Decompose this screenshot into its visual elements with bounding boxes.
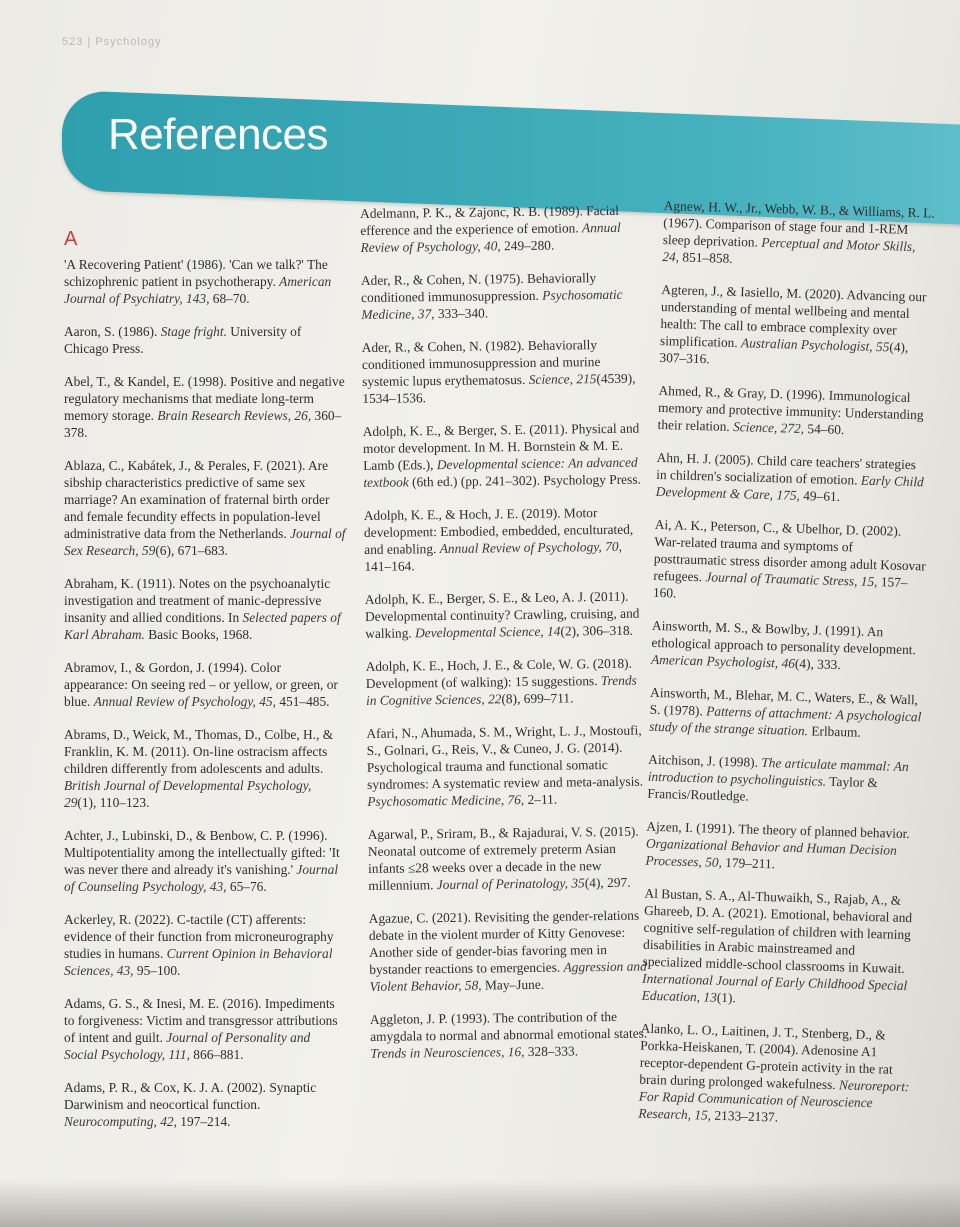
reference-text: Abraham, K. (1911). Notes on the psychoanalytic investigation and treatment of manic-depressive insanity and allied conditions. In xyxy=(64,576,331,625)
reference-entry xyxy=(641,885,916,1012)
reference-locator: 451–485. xyxy=(275,694,330,709)
section-letter: A xyxy=(64,228,78,250)
reference-text: Adolph, K. E., & Hoch, J. E. (2019). Motor development: Embodied, embedded, enculturated, and enabling. xyxy=(363,505,634,557)
reference-source: Early Child Development & Care, 175, xyxy=(655,472,924,503)
reference-text: Abrams, D., Weick, M., Thomas, D., Colbe, H., & Franklin, K. M. (2011). On-line ostracism affects children differently from adolescents and adults. xyxy=(64,727,334,776)
reference-entry xyxy=(645,818,918,877)
reference-entry xyxy=(366,655,649,709)
reference-source: Neurocomputing, 42, xyxy=(64,1114,177,1129)
reference-locator: 179–211. xyxy=(721,854,776,872)
reference-locator: 54–60. xyxy=(803,421,845,438)
reference-entry xyxy=(659,281,933,374)
reference-locator: 360–378. xyxy=(64,408,342,440)
reference-entry xyxy=(653,516,927,609)
reference-locator: 157–160. xyxy=(652,574,908,601)
reference-text: Adams, G. S., & Inesi, M. E. (2016). Impediments to forgiveness: Victim and transgressor attributions of intent and guilt. xyxy=(64,996,338,1045)
reference-locator: 333–340. xyxy=(434,305,489,322)
reference-text: Afari, N., Ahumada, S. M., Wright, L. J., Mostoufi, S., Golnari, G., Reis, V., & Cuneo, J. G. (2014). Psychological trauma and functional somatic syndromes: A systematic review and meta-analysis. xyxy=(366,722,644,792)
reference-entry xyxy=(369,907,652,995)
reference-source: Annual Review of Psychology, 40, xyxy=(360,219,621,255)
reference-source: Aggression and Violent Behavior, 58, xyxy=(369,958,647,994)
reference-text: Adelmann, P. K., & Zajonc, R. B. (1989). Facial efference and the experience of emotion. xyxy=(360,202,620,238)
reference-source: Trends in Neurosciences, 16, xyxy=(370,1044,525,1061)
reference-locator: (1), 110–123. xyxy=(77,795,150,810)
reference-locator: (6), 671–683. xyxy=(155,543,228,558)
reference-text: Al Bustan, S. A., Al-Thuwaikh, S., Rajab, A., & Ghareeb, D. A. (2021). Emotional, behavioral and cognitive self-regulation of children with learning disabilities in Arabic mainstreamed and specialized middle-school classrooms in Kuwait. xyxy=(642,885,913,977)
reference-entry xyxy=(64,911,346,979)
reference-text: Ackerley, R. (2022). C-tactile (CT) afferents: evidence of their function from microneurography studies in humans. xyxy=(64,912,334,961)
reference-entry xyxy=(64,256,346,307)
reference-entry xyxy=(64,659,346,710)
reference-text: Agarwal, P., Sriram, B., & Rajadurai, V. S. (2015). Neonatal outcome of extremely preterm Asian infants ≤28 weeks over a decade in the new millennium. xyxy=(367,823,639,893)
reference-locator: (4539), 1534–1536. xyxy=(362,370,636,406)
reference-locator: 851–858. xyxy=(678,249,733,266)
reference-text: Agnew, H. W., Jr., Webb, W. B., & Williams, R. L. (1967). Comparison of stage four and 1-REM sleep deprivation. xyxy=(662,197,936,250)
reference-locator: (4), 333. xyxy=(794,655,841,673)
reference-text: Ainsworth, M. S., & Bowlby, J. (1991). An ethological approach to personality development. xyxy=(651,617,917,658)
reference-entry xyxy=(64,457,346,559)
reference-entry xyxy=(647,751,920,810)
reference-entry xyxy=(64,995,346,1063)
reference-text: Ader, R., & Cohen, N. (1975). Behaviorally conditioned immunosuppression. xyxy=(360,270,597,305)
reference-text: Ajzen, I. (1991). The theory of planned behavior. xyxy=(646,818,910,842)
reference-entry xyxy=(657,382,930,441)
reference-locator: May–June. xyxy=(481,976,545,993)
reference-text: Adolph, K. E., Hoch, J. E., & Cole, W. G. (2018). Development (of walking): 15 suggestions. xyxy=(365,655,633,691)
reference-entry xyxy=(363,420,646,491)
reference-text: Ablaza, C., Kabátek, J., & Perales, F. (2021). Are sibship characteristics predictive of same sex marriage? An examination of fraternal birth order and female fecundity effects in population-level administrative data from the Netherlands. xyxy=(64,458,330,541)
reference-locator: 866–881. xyxy=(189,1047,244,1062)
reference-entry xyxy=(362,336,645,407)
reference-entry xyxy=(64,323,346,357)
reference-source: Perceptual and Motor Skills, 24, xyxy=(662,234,916,265)
reference-source: Trends in Cognitive Sciences, 22 xyxy=(365,672,637,708)
reference-source: Journal of Sex Research, 59 xyxy=(64,526,346,558)
reference-text: Aitchison, J. (1998). xyxy=(648,751,762,770)
reference-text: Aaron, S. (1986). xyxy=(64,324,161,339)
reference-locator: 2–11. xyxy=(524,791,558,808)
reference-entry xyxy=(368,823,651,894)
reference-locator: 141–164. xyxy=(364,558,415,574)
reference-entry xyxy=(662,197,936,273)
reference-text: Agazue, C. (2021). Revisiting the gender-relations debate in the violent murder of Kitty Genovese: Another side of gender-bias favoring men in bystander reactions to emergencies. xyxy=(368,907,640,977)
reference-text: Adolph, K. E., & Berger, S. E. (2011). Physical and motor development. In M. H. Bornstein & M. E. Lamb (Eds.), xyxy=(362,420,640,473)
reference-locator: Basic Books, 1968. xyxy=(144,627,253,642)
reference-locator: 197–214. xyxy=(176,1114,231,1129)
reference-entry xyxy=(360,202,643,256)
reference-entry xyxy=(64,1079,346,1130)
reference-source: Selected papers of Karl Abraham. xyxy=(64,610,341,642)
reference-source: Journal of Traumatic Stress, 15, xyxy=(705,569,878,590)
reference-entry xyxy=(361,269,644,323)
reference-column-2 xyxy=(360,202,653,1078)
reference-text: Ai, A. K., Peterson, C., & Ubelhor, D. (2002). War-related trauma and symptoms of posttraumatic stress disorder among adult Kosovar refugees. xyxy=(653,516,926,585)
reference-text: Abramov, I., & Gordon, J. (1994). Color appearance: On seeing red – or yellow, or green, or blue. xyxy=(64,660,338,709)
reference-entry xyxy=(64,575,346,643)
reference-source: Journal of Personality and Social Psychology, 111, xyxy=(64,1030,311,1062)
reference-locator: 68–70. xyxy=(209,291,250,306)
reference-source: Journal of Perinatology, 35 xyxy=(436,875,585,893)
reference-source: Psychosomatic Medicine, 76, xyxy=(367,792,525,809)
reference-text: Ahmed, R., & Gray, D. (1996). Immunological memory and protective immunity: Understanding their relation. xyxy=(657,382,924,435)
reference-locator: (4), 297. xyxy=(584,874,631,891)
reference-text: Aggleton, J. P. (1993). The contribution of the amygdala to normal and abnormal emotional states. xyxy=(369,1008,648,1044)
reference-locator: 95–100. xyxy=(133,963,181,978)
reference-locator: (2), 306–318. xyxy=(560,622,634,639)
reference-source: Developmental Science, 14 xyxy=(414,623,561,641)
running-head: 523 | Psychology xyxy=(62,36,162,48)
reference-locator: (6th ed.) (pp. 241–302). Psychology Press. xyxy=(408,471,641,490)
reference-text: Ainsworth, M., Blehar, M. C., Waters, E., & Wall, S. (1978). xyxy=(649,684,919,719)
page-bottom-shadow xyxy=(0,1180,960,1227)
reference-entry xyxy=(64,373,346,441)
page-title: References xyxy=(108,110,329,159)
reference-source: Neuroreport: For Rapid Communication of Neuroscience Research, 15, xyxy=(638,1077,910,1123)
reference-entry xyxy=(364,504,647,575)
reference-entry xyxy=(656,449,929,508)
reference-text: Alanko, L. O., Laitinen, J. T., Stenberg, D., & Porkka-Heiskanen, T. (2004). Adenosine A1 receptor-dependent G-protein activity in the rat brain during prolonged wakefulness. xyxy=(639,1020,893,1093)
reference-column-1 xyxy=(64,228,346,1146)
reference-locator: 249–280. xyxy=(500,237,555,254)
reference-entry xyxy=(651,617,924,676)
reference-text: Agteren, J., & Iasiello, M. (2020). Advancing our understanding of mental wellbeing and mental health: The call to embrace complexity over simplification. xyxy=(659,281,927,351)
reference-source: Developmental science: An advanced textbook xyxy=(363,454,638,490)
reference-source: Science, 272, xyxy=(732,419,805,436)
reference-locator: University of Chicago Press. xyxy=(64,324,302,356)
reference-locator: (4), 307–316. xyxy=(659,339,909,367)
reference-locator: 2133–2137. xyxy=(710,1107,779,1125)
reference-entry xyxy=(649,684,922,743)
reference-source: American Journal of Psychiatry, 143, xyxy=(64,274,332,306)
reference-locator: 328–333. xyxy=(524,1043,579,1060)
reference-locator: Erlbaum. xyxy=(807,723,861,740)
reference-source: Annual Review of Psychology, 70, xyxy=(439,538,622,557)
reference-text: Adams, P. R., & Cox, K. J. A. (2002). Synaptic Darwinism and neocortical function. xyxy=(64,1080,317,1112)
reference-text: Ahn, H. J. (2005). Child care teachers' strategies in children's socialization of emotion. xyxy=(656,449,917,488)
reference-source: Science, 215 xyxy=(528,371,597,387)
reference-locator: (1). xyxy=(716,989,736,1006)
reference-source: The articulate mammal: An introduction to psycholinguistics. xyxy=(647,754,909,789)
reference-source: American Psychologist, 46 xyxy=(650,651,796,671)
reference-source: British Journal of Developmental Psychology, 29 xyxy=(64,778,312,810)
reference-locator: 49–61. xyxy=(799,487,841,505)
reference-text: 'A Recovering Patient' (1986). 'Can we talk?' The schizophrenic patient in psychotherapy. xyxy=(64,257,328,289)
reference-source: Journal of Counseling Psychology, 43, xyxy=(64,862,339,894)
reference-column-3 xyxy=(638,197,936,1145)
reference-entry xyxy=(64,827,346,895)
reference-source: Current Opinion in Behavioral Sciences, 43, xyxy=(64,946,333,978)
reference-entry xyxy=(365,588,648,642)
reference-source: International Journal of Early Childhood Special Education, 13 xyxy=(641,970,908,1005)
reference-locator: 65–76. xyxy=(226,879,267,894)
reference-text: Ader, R., & Cohen, N. (1982). Behaviorally conditioned immunosuppression and murine systemic lupus erythematosus. xyxy=(361,337,601,389)
reference-source: Organizational Behavior and Human Decision Processes, 50, xyxy=(645,835,897,870)
reference-text: Achter, J., Lubinski, D., & Benbow, C. P. (1996). Multipotentiality among the intellectually gifted: 'It was never there and already it's vanishing.' xyxy=(64,828,340,877)
reference-locator: Taylor & Francis/Routledge. xyxy=(647,773,879,804)
reference-source: Psychosomatic Medicine, 37, xyxy=(361,286,623,322)
reference-locator: (8), 699–711. xyxy=(501,690,574,707)
reference-entry xyxy=(370,1007,653,1061)
reference-source: Patterns of attachment: A psychological study of the strange situation. xyxy=(649,703,922,739)
reference-entry xyxy=(366,722,649,810)
reference-source: Australian Psychologist, 55 xyxy=(740,335,890,355)
reference-source: Stage fright. xyxy=(160,324,227,339)
reference-source: Brain Research Reviews, 26, xyxy=(157,408,312,423)
reference-source: Annual Review of Psychology, 45, xyxy=(93,694,276,709)
reference-entry xyxy=(638,1020,913,1130)
reference-entry xyxy=(64,726,346,811)
reference-text: Adolph, K. E., Berger, S. E., & Leo, A. J. (2011). Developmental continuity? Crawling, cruising, and walking. xyxy=(364,588,640,641)
reference-text: Abel, T., & Kandel, E. (1998). Positive and negative regulatory mechanisms that mediate long-term memory storage. xyxy=(64,374,345,423)
